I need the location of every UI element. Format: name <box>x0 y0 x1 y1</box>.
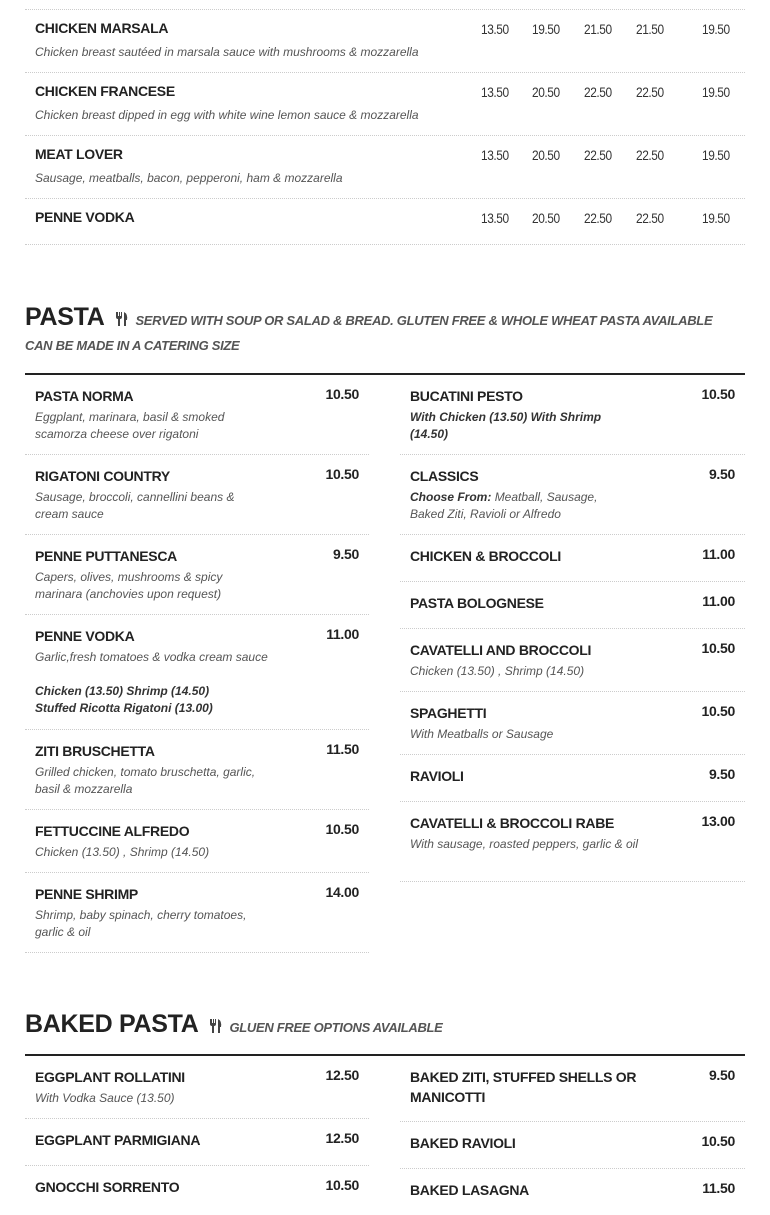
item-price: 22.50 <box>636 147 664 163</box>
item-price: 10.50 <box>325 466 359 482</box>
item-price: 19.50 <box>702 84 730 100</box>
item-price: 20.50 <box>532 210 560 226</box>
item-description: With Vodka Sauce (13.50) <box>35 1091 175 1105</box>
item-name: MEAT LOVER <box>35 146 123 162</box>
item-description: Sausage, meatballs, bacon, pepperoni, ham & mozzarella <box>35 171 343 185</box>
list-item <box>400 802 745 882</box>
item-name: CAVATELLI AND BROCCOLI <box>410 642 592 658</box>
section-note: GLUEN FREE OPTIONS AVAILABLE <box>229 1020 443 1035</box>
list-item <box>400 1169 745 1215</box>
item-name: CHICKEN FRANCESE <box>35 83 175 99</box>
item-price: 13.50 <box>481 147 509 163</box>
list-item <box>400 455 745 535</box>
pizza-price-table <box>25 9 745 245</box>
item-description <box>410 489 630 523</box>
item-description: Chicken (13.50) , Shrimp (14.50) <box>410 664 585 678</box>
item-name: ZITI BRUSCHETTA <box>35 743 155 759</box>
list-item <box>25 615 369 730</box>
item-price: 14.00 <box>325 884 359 900</box>
item-price: 20.50 <box>532 147 560 163</box>
item-price: 10.50 <box>325 821 359 837</box>
pasta-right-column <box>400 375 745 882</box>
table-row <box>25 199 745 245</box>
list-item <box>400 1122 745 1169</box>
section-title: BAKED PASTA <box>25 1010 199 1038</box>
item-price: 13.50 <box>481 21 509 37</box>
item-name: RIGATONI COUNTRY <box>35 468 170 484</box>
item-description: With Meatballs or Sausage <box>410 727 554 741</box>
item-price: 10.50 <box>701 640 735 656</box>
list-item <box>25 1119 369 1166</box>
item-price: 21.50 <box>636 21 664 37</box>
baked-left-column <box>25 1056 369 1212</box>
table-row <box>25 136 745 199</box>
item-name: SPAGHETTI <box>410 705 487 721</box>
list-item <box>25 455 369 535</box>
fork-knife-icon <box>209 1019 222 1033</box>
item-name: PASTA NORMA <box>35 388 134 404</box>
item-price: 10.50 <box>701 386 735 402</box>
item-price: 22.50 <box>584 84 612 100</box>
item-extra: Stuffed Ricotta Rigatoni (13.00) <box>35 701 213 715</box>
item-name: PENNE VODKA <box>35 209 135 225</box>
item-price: 9.50 <box>708 1067 735 1083</box>
item-description: Chicken (13.50) , Shrimp (14.50) <box>35 845 210 859</box>
item-name: PASTA BOLOGNESE <box>410 595 544 611</box>
item-name: GNOCCHI SORRENTO <box>35 1179 180 1195</box>
section-note-2: CAN BE MADE IN A CATERING SIZE <box>25 338 240 353</box>
item-description: Grilled chicken, tomato bruschetta, garlic, basil & mozzarella <box>35 765 256 796</box>
item-price: 19.50 <box>702 21 730 37</box>
item-price: 19.50 <box>532 21 560 37</box>
item-description: Capers, olives, mushrooms & spicy marinara (anchovies upon request) <box>35 570 223 601</box>
item-name: CLASSICS <box>410 468 479 484</box>
item-name: PENNE SHRIMP <box>35 886 138 902</box>
item-price: 10.50 <box>325 1177 359 1193</box>
list-item <box>400 629 745 692</box>
list-item <box>25 873 369 953</box>
list-item <box>25 810 369 873</box>
item-description: With sausage, roasted peppers, garlic & oil <box>410 837 639 851</box>
item-price: 22.50 <box>584 210 612 226</box>
list-item <box>25 730 369 810</box>
item-name: BAKED LASAGNA <box>410 1182 529 1198</box>
section-note: SERVED WITH SOUP OR SALAD & BREAD. GLUTEN FREE & WHOLE WHEAT PASTA AVAILABLE <box>135 313 713 328</box>
table-row <box>25 73 745 136</box>
item-name: CHICKEN & BROCCOLI <box>410 548 561 564</box>
item-description: Chicken breast sautéed in marsala sauce with mushrooms & mozzarella <box>35 45 419 59</box>
item-name: BAKED ZITI, STUFFED SHELLS OR MANICOTTI <box>410 1069 637 1105</box>
item-name: FETTUCCINE ALFREDO <box>35 823 190 839</box>
item-price: 9.50 <box>708 766 735 782</box>
list-item <box>400 582 745 629</box>
item-price: 11.50 <box>702 1180 735 1196</box>
item-price: 22.50 <box>636 210 664 226</box>
item-price: 10.50 <box>701 703 735 719</box>
item-price: 12.50 <box>325 1130 359 1146</box>
item-price: 22.50 <box>584 147 612 163</box>
item-name: BUCATINI PESTO <box>410 388 523 404</box>
list-item <box>25 1056 369 1119</box>
item-name: RAVIOLI <box>410 768 464 784</box>
item-extra: Chicken (13.50) Shrimp (14.50) <box>35 684 210 698</box>
item-price: 10.50 <box>701 1133 735 1149</box>
item-name: CAVATELLI & BROCCOLI RABE <box>410 815 615 831</box>
item-name: EGGPLANT PARMIGIANA <box>35 1132 201 1148</box>
section-title: PASTA <box>25 303 105 331</box>
item-name: BAKED RAVIOLI <box>410 1135 516 1151</box>
choose-from-options: Meatball, Sausage, Baked Ziti, Ravioli or Alfredo <box>410 490 598 521</box>
pasta-left-column <box>25 375 369 953</box>
item-price: 11.00 <box>326 626 359 642</box>
item-description: Garlic,fresh tomatoes & vodka cream sauce <box>35 650 268 664</box>
table-row <box>25 10 745 73</box>
list-item <box>400 535 745 582</box>
item-price: 13.00 <box>701 813 735 829</box>
item-price: 10.50 <box>325 386 359 402</box>
item-description: With Chicken (13.50) With Shrimp (14.50) <box>410 410 602 441</box>
list-item <box>400 755 745 802</box>
item-price: 20.50 <box>532 84 560 100</box>
item-price: 22.50 <box>636 84 664 100</box>
pasta-section-header <box>25 303 745 353</box>
item-price: 13.50 <box>481 84 509 100</box>
item-price: 19.50 <box>702 210 730 226</box>
item-name: PENNE PUTTANESCA <box>35 548 177 564</box>
list-item <box>25 375 369 455</box>
fork-knife-icon <box>115 312 128 326</box>
item-price: 12.50 <box>325 1067 359 1083</box>
baked-right-column <box>400 1056 745 1215</box>
baked-pasta-section-header <box>25 1010 745 1039</box>
item-price: 19.50 <box>702 147 730 163</box>
item-price: 11.00 <box>702 593 735 609</box>
item-name: PENNE VODKA <box>35 628 135 644</box>
list-item <box>25 535 369 615</box>
list-item <box>400 375 745 455</box>
item-price: 21.50 <box>584 21 612 37</box>
item-description: Sausage, broccoli, cannellini beans & cream sauce <box>35 490 235 521</box>
choose-from-label: Choose From: <box>410 490 492 504</box>
list-item <box>400 1056 745 1122</box>
list-item <box>25 1166 369 1212</box>
item-price: 9.50 <box>332 546 359 562</box>
item-description: Chicken breast dipped in egg with white wine lemon sauce & mozzarella <box>35 108 419 122</box>
item-price: 11.00 <box>702 546 735 562</box>
item-description: Eggplant, marinara, basil & smoked scamorza cheese over rigatoni <box>35 410 225 441</box>
item-price: 9.50 <box>708 466 735 482</box>
item-price: 11.50 <box>326 741 359 757</box>
list-item <box>400 692 745 755</box>
item-description: Shrimp, baby spinach, cherry tomatoes, garlic & oil <box>35 908 247 939</box>
item-price: 13.50 <box>481 210 509 226</box>
item-name: EGGPLANT ROLLATINI <box>35 1069 185 1085</box>
item-name: CHICKEN MARSALA <box>35 20 169 36</box>
